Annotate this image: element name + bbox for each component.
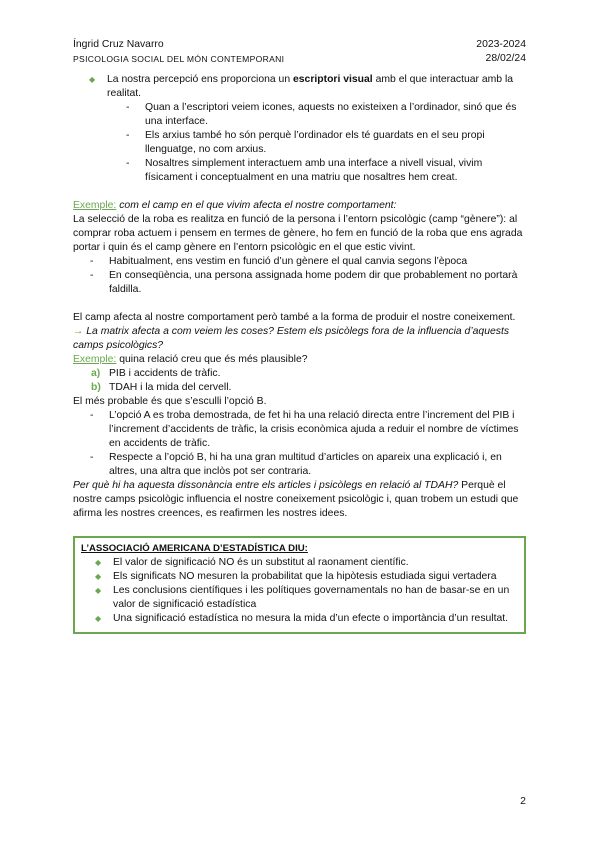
example2-conclusion: El més probable és que s’esculli l’opció B.: [73, 396, 267, 407]
option-text: PIB i accidents de tràfic.: [109, 368, 221, 379]
example1-heading: [73, 199, 526, 213]
example-heading-text: com el camp en el que vivim afecta el nostre comportament:: [116, 200, 397, 211]
subitem-text: Nosaltres simplement interactuem amb una interface a nivell visual, vivim físicament i conceptualment en una matriu que nosaltres hem creat.: [145, 158, 483, 183]
example-label: Exemple:: [73, 354, 117, 365]
item-text: Respecte a l’opció B, hi ha una gran multitud d’articles on apareix una explicació i, en altres, una altra que inclòs pot ser contraria.: [109, 452, 502, 477]
list-item: [81, 556, 516, 570]
item-text: En conseqüència, una persona assignada home podem dir que probablement no portarà faldilla.: [109, 270, 518, 295]
list-item: [73, 451, 526, 479]
arrow-icon: →: [73, 326, 84, 337]
bullet-icon: ◆: [89, 75, 96, 84]
list-item: [81, 612, 516, 626]
list-item: [73, 269, 526, 297]
example-label: Exemple:: [73, 200, 117, 211]
box-list: [81, 556, 516, 626]
dash-icon: -: [90, 410, 94, 421]
bullet-text: La nostra percepció ens proporciona un: [107, 74, 293, 85]
box-item-text: El valor de significació NO és un substitut al raonament científic.: [113, 557, 409, 568]
final-text: Perquè el nostre camps psicològic influencia el nostre coneixement psicològic i, quan trobem un estudi que afirma les nostres creences, es reafirmen les nostres idees.: [73, 480, 519, 519]
list-item: [73, 129, 526, 157]
section1-subitems: [73, 101, 526, 185]
section2-paragraph: [73, 311, 526, 353]
statistics-box: [73, 536, 526, 634]
example2-final: [73, 479, 526, 521]
dash-icon: -: [126, 158, 130, 169]
list-item: [73, 381, 526, 395]
option-marker: b): [91, 382, 101, 393]
item-text: Habitualment, ens vestim en funció d’un gènere el qual canvia segons l’època: [109, 256, 468, 267]
list-item: [81, 570, 516, 584]
section2-text: El camp afecta al nostre comportament però també a la forma de produir el nostre coneixement.: [73, 312, 516, 323]
box-item-text: Les conclusions científiques i les polítiques governamentals no han de basar-se en un valor de significació estadística: [113, 585, 510, 610]
subitem-text: Quan a l’escriptori veiem icones, aquests no existeixen a l’ordinador, sinó que és una interface.: [145, 102, 517, 127]
document-body: [73, 73, 526, 634]
dash-icon: -: [90, 452, 94, 463]
example2-heading: [73, 353, 526, 367]
dash-icon: -: [90, 256, 94, 267]
final-question: Per què hi ha aquesta dissonància entre els articles i psicòlegs en relació al TDAH?: [73, 480, 459, 491]
dash-icon: -: [126, 102, 130, 113]
bullet-text-end: amb el que interactuar amb la realitat.: [107, 74, 514, 99]
bullet-icon: ◆: [95, 558, 102, 567]
section2-question: La matrix afecta a com veiem les coses? Estem els psicòlegs fora de la influencia d’aquests camps psicològics?: [73, 326, 510, 351]
example2-options: [73, 367, 526, 395]
page-number: 2: [520, 795, 526, 807]
list-item: [73, 157, 526, 185]
list-item: [73, 255, 526, 269]
bullet-icon: ◆: [95, 614, 102, 623]
course-name: PSICOLOGIA SOCIAL DEL MÓN CONTEMPORANI: [73, 54, 285, 64]
item-text: L’opció A es troba demostrada, de fet hi ha una relació directa entre l’increment del PIB i l’increment d’accidents de tràfic, la crisis econòmica ajuda a reduir el nombre de víctimes en accidents de tràfic.: [109, 410, 519, 449]
box-title: L’ASSOCIACIÓ AMERICANA D’ESTADÍSTICA DIU:: [81, 543, 308, 554]
example1-paragraph: La selecció de la roba es realitza en funció de la persona i l’entorn psicològic (camp “gènere”): al comprar roba actuem i pensem en termes de gènere, ho fem en funció de la roba que ens agrada portar i quin és el camp gènere en l’entorn psicològic en el que estic vivint.: [73, 214, 523, 253]
example2-list: [73, 409, 526, 479]
subitem-text: Els arxius també ho són perquè l’ordinador els té guardats en el seu propi llenguatge, no com arxius.: [145, 130, 485, 155]
author-name: Íngrid Cruz Navarro: [73, 39, 164, 50]
option-text: TDAH i la mida del cervell.: [109, 382, 232, 393]
dash-icon: -: [126, 130, 130, 141]
option-marker: a): [91, 368, 101, 379]
box-item-text: Els significats NO mesuren la probabilitat que la hipòtesis estudiada sigui vertadera: [113, 571, 497, 582]
academic-year: 2023-2024: [476, 39, 526, 50]
bullet-icon: ◆: [95, 586, 102, 595]
list-item: [73, 367, 526, 381]
example1-list: [73, 255, 526, 297]
header-date: 28/02/24: [485, 53, 526, 64]
bullet-icon: ◆: [95, 572, 102, 581]
list-item: [73, 73, 526, 101]
dash-icon: -: [90, 270, 94, 281]
box-item-text: Una significació estadística no mesura la mida d’un efecte o importància d’un resultat.: [113, 613, 509, 624]
list-item: [73, 409, 526, 451]
list-item: [73, 101, 526, 129]
list-item: [81, 584, 516, 612]
example-question: quina relació creu que és més plausible?: [116, 354, 308, 365]
page-header: [73, 38, 526, 66]
section1-list: [73, 73, 526, 101]
bold-term: escriptori visual: [293, 74, 373, 85]
